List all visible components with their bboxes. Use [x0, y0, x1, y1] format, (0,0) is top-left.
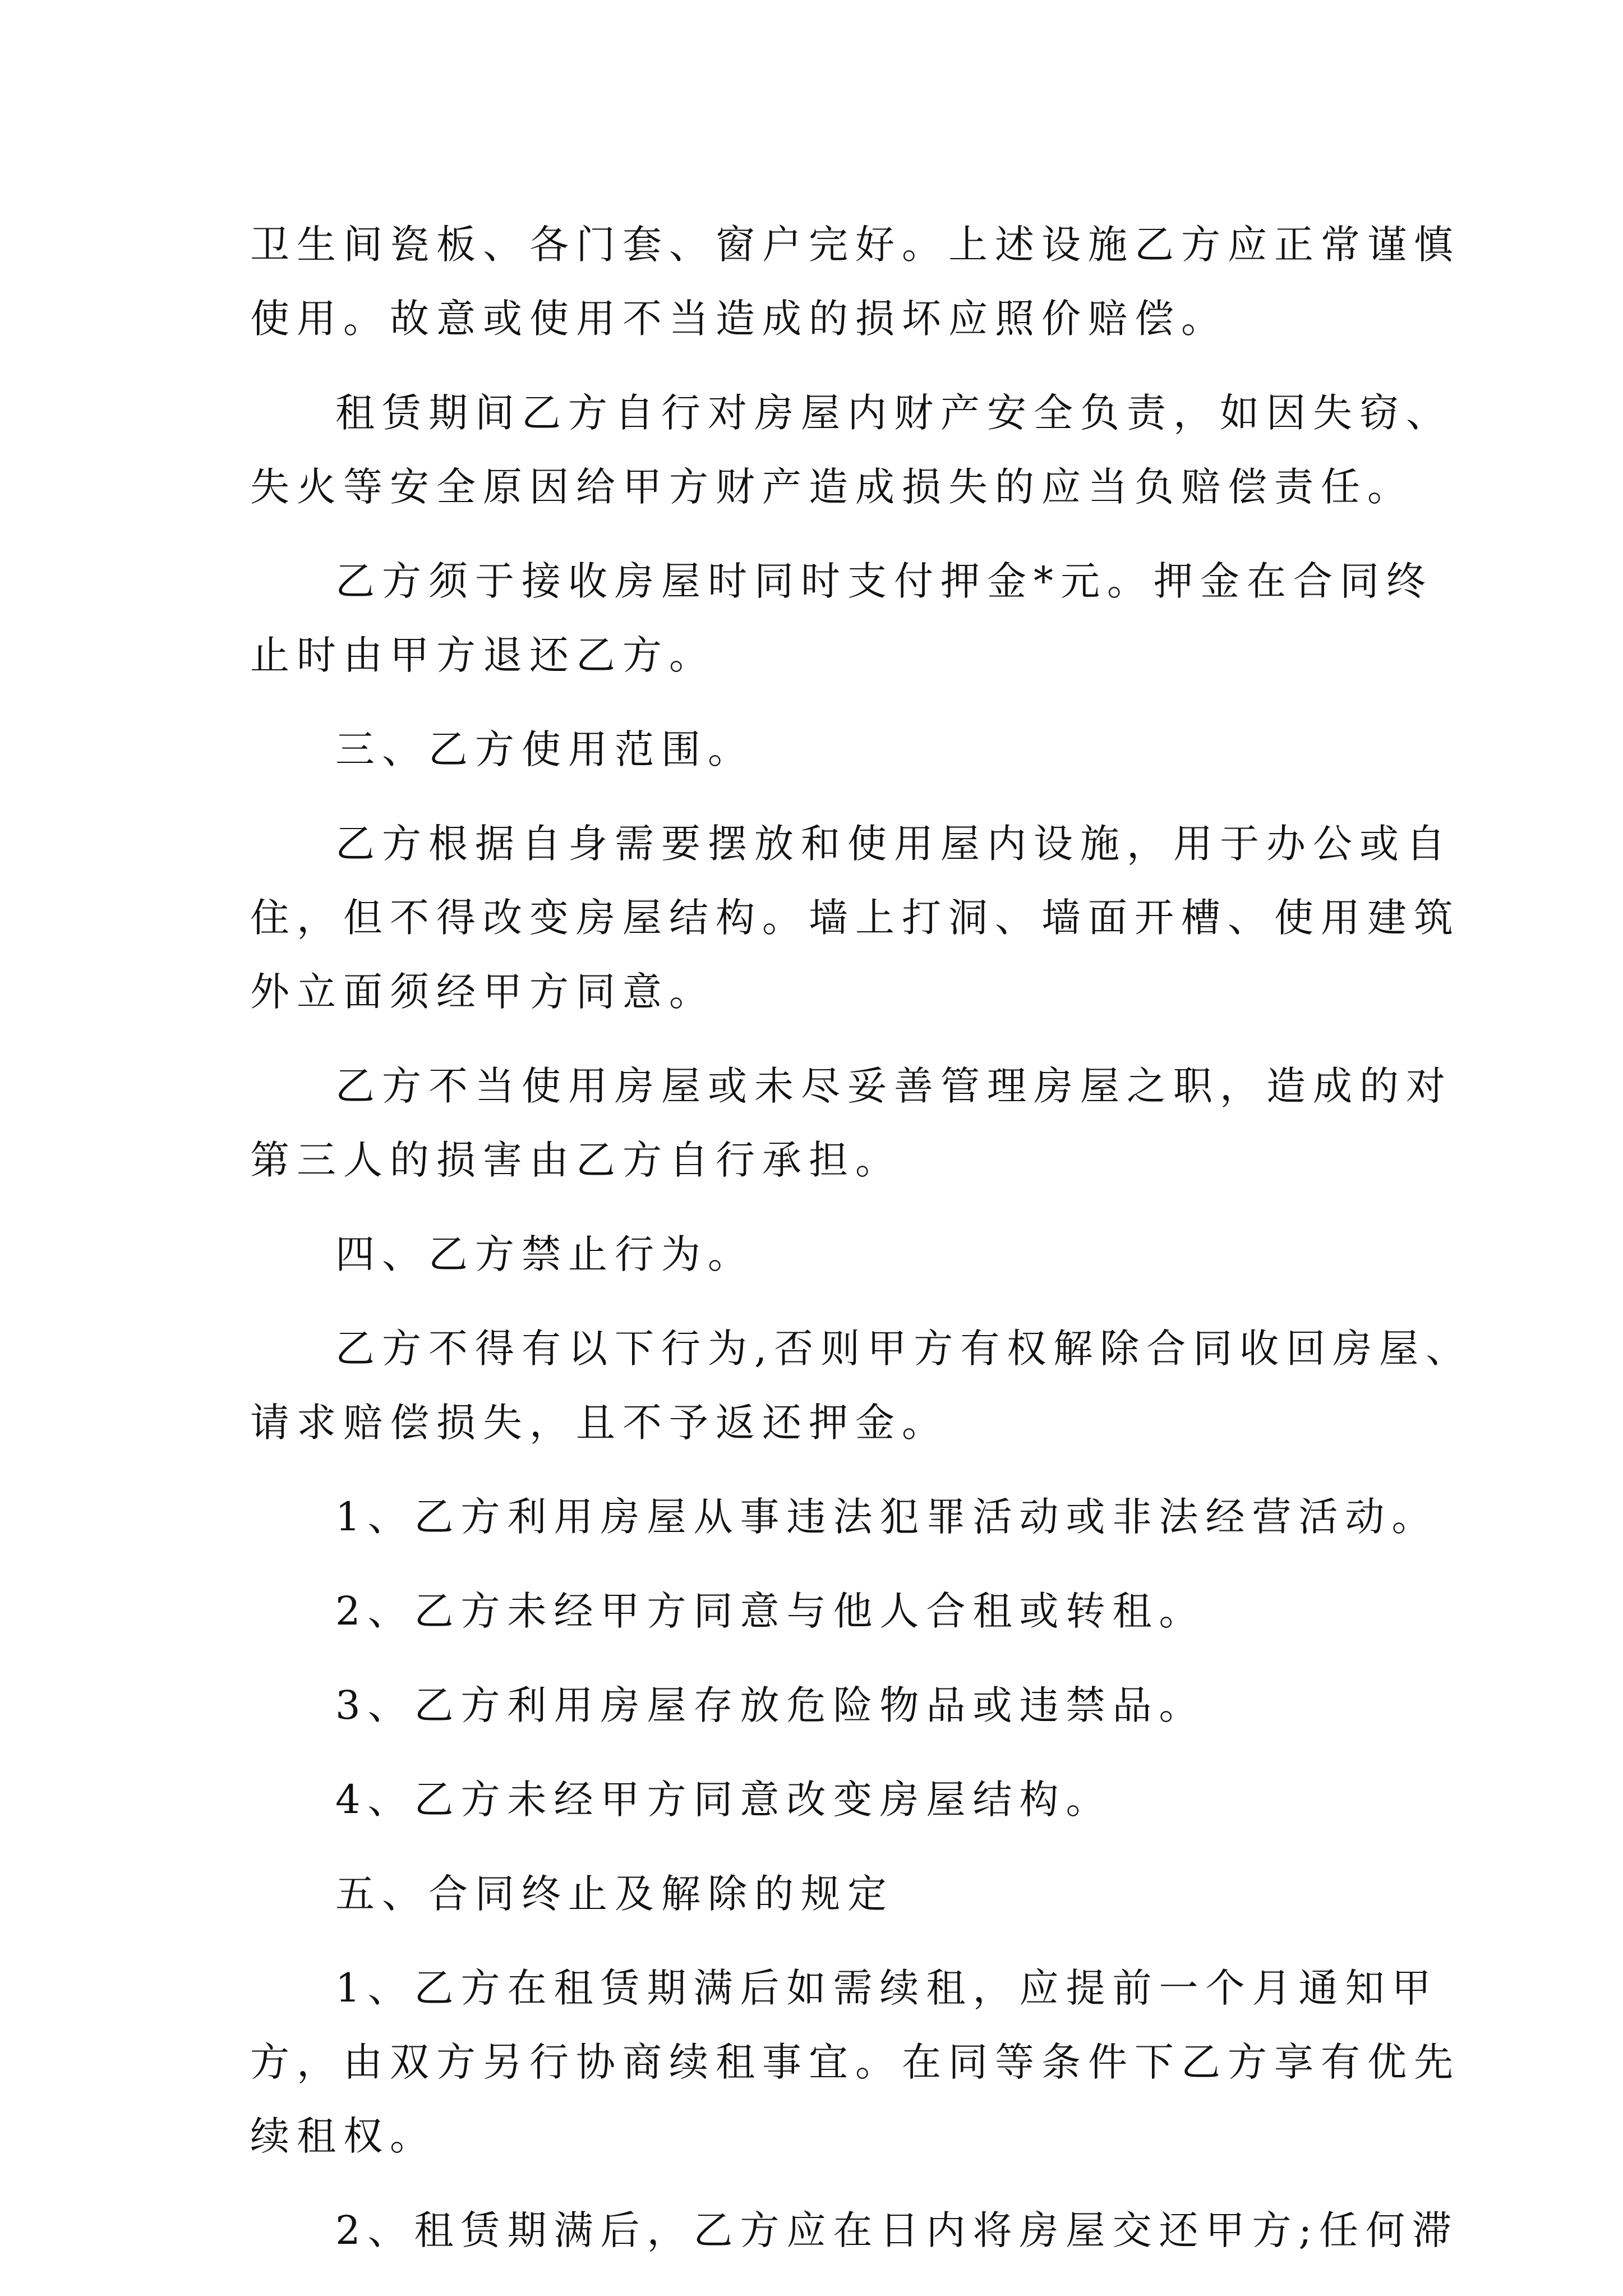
list-item [250, 1574, 1377, 1648]
section-heading [250, 712, 1377, 786]
text-line: 续租权。 [250, 2113, 436, 2159]
text-line: 第三人的损害由乙方自行承担。 [250, 1137, 902, 1183]
text-line: 三、乙方使用范围。 [335, 726, 754, 772]
text-line: 1、乙方在租赁期满后如需续租，应提前一个月通知甲 [335, 1965, 1438, 2011]
text-line: 住，但不得改变房屋结构。墙上打洞、墙面开槽、使用建筑 [250, 895, 1460, 941]
text-line: 乙方根据自身需要摆放和使用屋内设施，用于办公或自 [335, 821, 1453, 867]
paragraph [250, 376, 1453, 524]
paragraph [250, 1049, 1453, 1197]
list-item [250, 1951, 1460, 2173]
paragraph [250, 208, 1460, 356]
text-line: 乙方不得有以下行为,否则甲方有权解除合同收回房屋、 [335, 1326, 1473, 1372]
text-line: 4、乙方未经甲方同意改变房屋结构。 [335, 1777, 1113, 1823]
text-line: 乙方须于接收房屋时同时支付押金*元。押金在合同终 [335, 558, 1433, 604]
text-line: 五、合同终止及解除的规定 [335, 1871, 894, 1917]
text-line: 外立面须经甲方同意。 [250, 969, 716, 1015]
list-item [250, 1480, 1438, 1554]
text-line: 四、乙方禁止行为。 [335, 1231, 754, 1277]
section-heading [250, 1217, 1377, 1291]
list-item [250, 1668, 1377, 1742]
text-line: 租赁期间乙方自行对房屋内财产安全负责，如因失窃、 [335, 390, 1453, 436]
text-line: 请求赔偿损失，且不予返还押金。 [250, 1400, 948, 1446]
paragraph [250, 1312, 1473, 1460]
section-heading [250, 1857, 1377, 1931]
text-line: 止时由甲方退还乙方。 [250, 632, 716, 678]
text-line: 失火等安全原因给甲方财产造成损失的应当负赔偿责任。 [250, 464, 1414, 510]
text-line: 1、乙方利用房屋从事违法犯罪活动或非法经营活动。 [335, 1494, 1438, 1540]
text-line: 3、乙方利用房屋存放危险物品或违禁品。 [335, 1682, 1206, 1728]
text-line: 卫生间瓷板、各门套、窗户完好。上述设施乙方应正常谨慎 [250, 222, 1460, 268]
text-line: 方，由双方另行协商续租事宜。在同等条件下乙方享有优先 [250, 2039, 1460, 2085]
list-item [250, 2193, 1459, 2267]
paragraph [250, 807, 1460, 1029]
text-line: 2、租赁期满后，乙方应在日内将房屋交还甲方;任何滞 [335, 2207, 1459, 2253]
paragraph [250, 544, 1433, 692]
document-body [250, 208, 1473, 2288]
text-line: 乙方不当使用房屋或未尽妥善管理房屋之职，造成的对 [335, 1063, 1453, 1109]
text-line: 使用。故意或使用不当造成的损坏应照价赔偿。 [250, 296, 1228, 342]
text-line: 2、乙方未经甲方同意与他人合租或转租。 [335, 1588, 1206, 1634]
list-item [250, 1763, 1377, 1837]
